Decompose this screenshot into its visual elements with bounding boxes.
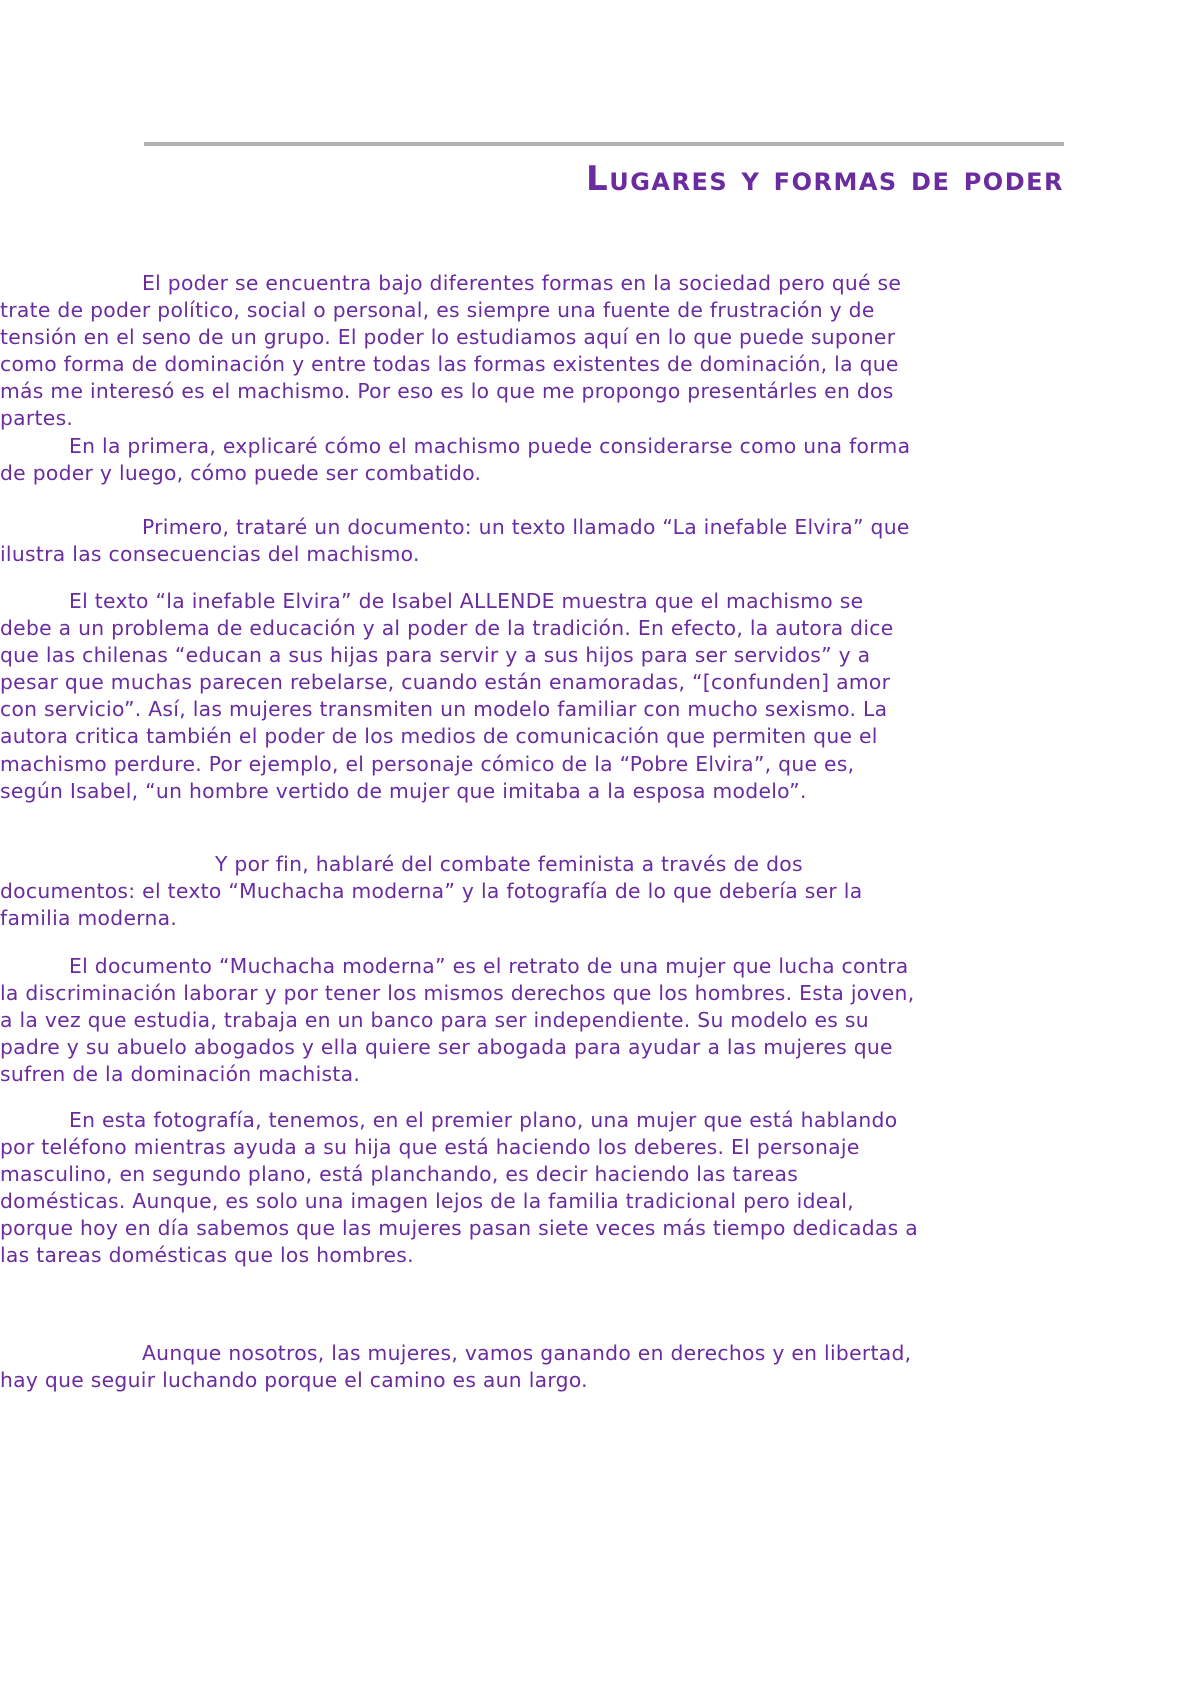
section-one-body-block xyxy=(0,588,920,805)
header-rule xyxy=(144,142,1064,146)
paragraph-section-one-heading: Primero, trataré un documento: un texto llamado “La inefable Elvira” que ilustra las consecuencias del machismo. xyxy=(0,515,910,567)
section-one-block xyxy=(0,514,920,568)
section-two-block xyxy=(0,851,920,932)
document-page xyxy=(144,142,1064,204)
paragraph-conclusion: Aunque nosotros, las mujeres, vamos ganando en derechos y en libertad, hay que seguir luchando porque el camino es aun largo. xyxy=(0,1341,912,1393)
paragraph-intro: El poder se encuentra bajo diferentes formas en la sociedad pero qué se trate de poder político, social o personal, es siempre una fuente de frustración y de tensión en el seno de un grupo. El poder lo estudiamos aquí en lo que puede suponer como forma de dominación y entre todas las formas existentes de dominación, la que más me interesó es el machismo. Por eso es lo que me propongo presentárles en dos partes. xyxy=(0,271,902,431)
paragraph-elvira-analysis: El texto “la inefable Elvira” de Isabel ALLENDE muestra que el machismo se debe a un problema de educación y al poder de la tradición. En efecto, la autora dice que las chilenas “educan a sus hijas para servir y a sus hijos para ser servidos” y a pesar que muchas parecen rebelarse, cuando están enamoradas, “[confunden] amor con servicio”. Así, las mujeres transmiten un modelo familiar con mucho sexismo. La autora critica también el poder de los medios de comunicación que permiten que el machismo perdure. Por ejemplo, el personaje cómico de la “Pobre Elvira”, que es, según Isabel, “un hombre vertido de mujer que imitaba a la esposa modelo”. xyxy=(0,589,894,803)
paragraph-section-two-heading: Y por fin, hablaré del combate feminista a través de dos documentos: el texto “Muchacha moderna” y la fotografía de lo que debería ser la familia moderna. xyxy=(0,852,863,931)
intro-block xyxy=(0,270,920,487)
paragraph-plan: En la primera, explicaré cómo el machismo puede considerarse como una forma de poder y luego, cómo puede ser combatido. xyxy=(0,433,911,485)
paragraph-photo-analysis: En esta fotografía, tenemos, en el premier plano, una mujer que está hablando por teléfono mientras ayuda a su hija que está haciendo los deberes. El personaje masculino, en segundo plano, está planchando, es decir haciendo las tareas domésticas. Aunque, es solo una imagen lejos de la familia tradicional pero ideal, porque hoy en día sabemos que las mujeres pasan siete veces más tiempo dedicadas a las tareas domésticas que los hombres. xyxy=(0,1108,918,1268)
photo-block xyxy=(0,1107,920,1270)
conclusion-block xyxy=(0,1340,920,1394)
page-title: Lugares y formas de poder xyxy=(586,159,1064,199)
paragraph-muchacha-analysis: El documento “Muchacha moderna” es el retrato de una mujer que lucha contra la discriminación laborar y por tener los mismos derechos que los hombres. Esta joven, a la vez que estudia, trabaja en un banco para ser independiente. Su modelo es su padre y su abuelo abogados y ella quiere ser abogada para ayudar a las mujeres que sufren de la dominación machista. xyxy=(0,954,915,1087)
section-two-body-block xyxy=(0,953,920,1088)
